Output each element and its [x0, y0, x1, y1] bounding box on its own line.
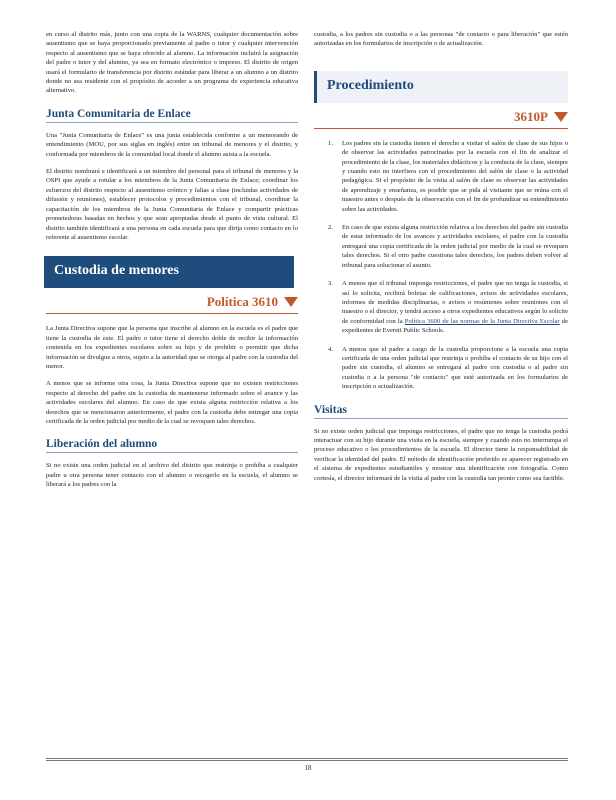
visitas-heading: Visitas	[314, 404, 568, 419]
page-number: 18	[304, 764, 312, 772]
list-item	[314, 279, 568, 335]
step-number: 2.	[328, 224, 333, 232]
procedure-label: 3610P	[514, 108, 548, 124]
policy-row	[46, 294, 298, 314]
step-number: 1.	[328, 139, 333, 147]
list-item	[314, 345, 568, 392]
footer-divider	[46, 760, 568, 761]
top-paragraph: custodia, a los padres sin custodia o a las personas "de contacto o para liberación" que estén autorizadas en los formularios de inscripción o de actualización.	[314, 31, 568, 48]
footer-divider	[46, 758, 568, 759]
procedure-steps	[314, 139, 568, 392]
procedimiento-banner: Procedimiento	[314, 71, 568, 103]
junta-heading: Junta Comunitaria de Enlace	[46, 108, 298, 123]
procedure-row	[314, 109, 568, 129]
step-text: En caso de que exista alguna restricción relativa a los derechos del padre sin custodia de estar informado de los avances y actividades escolares, el padre con la custodia entregará una copia certificada de la orden judicial por medio de la cual se revoquen tales derechos. Si el otro padre cuestiona tales derechos, los padres deben volver al tribunal para solucionar el asunto.	[342, 224, 568, 269]
custodia-paragraph-1: La Junta Directiva supone que la persona que inscribe al alumno en la escuela es el padre que tiene la custodia de este. El padre o tutor tiene el derecho doble de recibir la información contenida en los expedientes escolares sobre su hijo y de prohibir o permitir que dicha información se divulgue a otros, sujeto a la autoridad que se otorga al padre con la custodia del menor.	[46, 325, 298, 370]
policy-3600-link[interactable]: Política 3600 de las normas de la Junta Directiva Escolar	[404, 317, 560, 325]
left-column	[46, 30, 298, 498]
liberacion-paragraph: Si no existe una orden judicial en el archivo del distrito que restrinja o prohíba a cualquier padre u otra persona tener contacto con el alumno o recogerlo en la escuela, el alumno se liberará a los padres con la	[46, 462, 298, 489]
policy-label: Política 3610	[206, 294, 278, 310]
step-text	[342, 279, 568, 335]
step-number: 4.	[328, 345, 333, 353]
visitas-paragraph: Si no existe orden judicial que imponga restricciones, el padre que no tenga la custodia podrá interactuar con su hijo durante una visita en la escuela, siempre y cuando esto no interrumpa el proceso educativo o los procedimientos de la escuela. El director tiene la responsabilidad de verificar la identidad del padre. El método de identificación preferido es aparecer registrado en el sistema de expedientes estudiantiles y mostrar una identificación con fotografía. Como cortesía, el director informará de la visita al padre con la custodia tan pronto como sea factible.	[314, 427, 568, 482]
liberacion-heading: Liberación del alumno	[46, 438, 298, 453]
step-text: A menos que el padre a cargo de la custodia proporcione a la escuela una copia certificada de una orden judicial que restrinja o prohíba el contacto de su hijo con el padre sin custodia, el alumno se entregará al padre con custodia o al padre sin custodia o a la persona "de contacto" que esté autorizada en los formularios de inscripción o actualización.	[342, 345, 568, 391]
junta-paragraph-1: Una "Junta Comunitaria de Enlace" es una junta establecida conforme a un memorando de entendimiento (MOU, por sus siglas en inglés) entre un tribunal de menores y el distrito, y conformada por miembros de la comunidad local donde el alumno asista a la escuela.	[46, 131, 298, 158]
right-column	[314, 30, 568, 491]
junta-paragraph-2: El distrito nombrará e identificará a un miembro del personal para el tribunal de menores y la OSPI que ayude a rotular a los miembros de la Junta Comunitaria de Enlace; coordinar los esfuerzos del distrito respecto al ausentismo crónico y faltas a clase (incluidas actividades de difusión y reuniones), establecer protocolos y procedimientos con el tribunal, coordinar la capacitación de los miembros de la Junta Comunitaria de Enlace y compartir prácticas prometedoras basadas en hechos y que sean apropiadas desde el punto de vista cultural. El distrito también identificará a una persona en cada escuela para que dirija como contacto en lo referente al ausentismo escolar.	[46, 168, 298, 241]
step-text: Los padres sin la custodia tienen el derecho a visitar el salón de clase de sus hijos o de observar las actividades patrocinadas por la escuela con el fin de analizar el procedimiento de la clase, los materiales didácticos y la conducta de la clase, siempre y cuando esto no interfiera con el procedimiento del salón de clase o la actividad pedagógica. Si el propósito de la visita al salón de clase es observar las actividades de aprendizaje y enseñanza, es posible que se pida al visitante que se reúna con el maestro antes o después de la observación con el fin de profundizar su entendimiento sobre las actividades.	[342, 139, 568, 213]
list-item	[314, 139, 568, 214]
intro-paragraph: en curso al distrito más, junto con una copia de la WARNS, cualquier documentación sobre ausentismo que se haya proporcionado previamente al padre o tutor y cualquier intervención respecto al ausentismo que se haya ofrecido al alumno. La información incluirá la asignación del padre o tutor y del alumno, ya sea en formato electrónico o impreso. El distrito de origen usará el formulario de transferencia por distrito estándar para liberar a un alumno a un distrito donde no sea residente con el propósito de acceder a un programa de experiencia educativa alternativo.	[46, 31, 298, 95]
triangle-down-icon	[284, 297, 298, 307]
custodia-banner: Custodia de menores	[44, 256, 294, 288]
step-number: 3.	[328, 280, 333, 288]
triangle-down-icon	[554, 112, 568, 122]
step-text-after: de expedientes de Everett Public Schools.	[342, 317, 568, 335]
custodia-paragraph-2: A menos que se informe otra cosa, la Junta Directiva supone que no existen restricciones respecto al derecho del padre sin la custodia de mantenerse informado sobre el avance y las actividades escolares del alumno. En caso de que exista alguna restricción relativa a los derechos que se mencionaron anteriormente, el padre con la custodia debe entregar una copia certificada de la orden judicial por medio de la cual se revoquen tales derechos.	[46, 380, 298, 425]
list-item	[314, 223, 568, 270]
step-text-before: A menos que el tribunal imponga restricciones, el padre que no tenga la custodia, si así lo solicita, recibirá boletas de calificaciones, avisos de actividades escolares, informes de medidas disciplinarias, o avisos o resúmenes sobre reuniones con el maestro o el director, y tendrá acceso a otros expedientes educativos según lo solicite de conformidad con la	[342, 280, 568, 325]
